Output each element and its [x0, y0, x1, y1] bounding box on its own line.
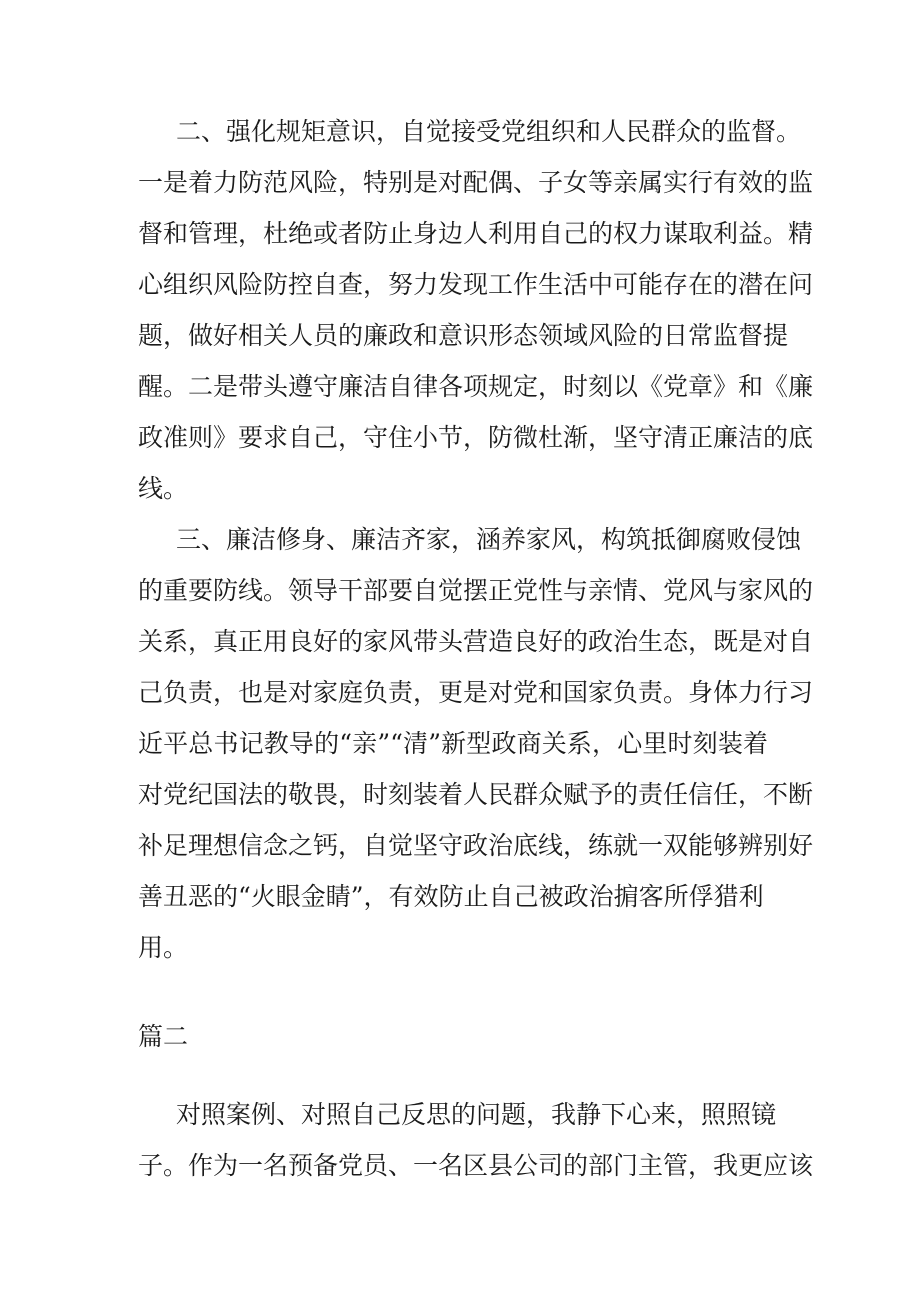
paragraph-line: 对照案例、对照自己反思的问题，我静下心来，照照镜 — [176, 1100, 777, 1129]
paragraph-line: 的重要防线。领导干部要自觉摆正党性与亲情、党风与家风的 — [138, 576, 814, 605]
paragraph-line: 近平总书记教导的“亲”“清”新型政商关系，心里时刻装着 — [138, 729, 768, 758]
paragraph-line: 己负责，也是对家庭负责，更是对党和国家负责。身体力行习 — [138, 678, 814, 707]
paragraph-line: 醒。二是带头遵守廉洁自律各项规定，时刻以《党章》和《廉 — [138, 372, 814, 401]
paragraph-line: 心组织风险防控自查，努力发现工作生活中可能存在的潜在问 — [138, 270, 814, 299]
paragraph-line: 补足理想信念之钙，自觉坚守政治底线，练就一双能够辨别好 — [138, 831, 814, 860]
paragraph-line: 善丑恶的“火眼金睛”，有效防止自己被政治掮客所俘猎利 — [138, 882, 764, 911]
paragraph-line: 政准则》要求自己，守住小节，防微杜渐，坚守清正廉洁的底 — [138, 423, 814, 452]
paragraph-line: 一是着力防范风险，特别是对配偶、子女等亲属实行有效的监 — [138, 168, 814, 197]
paragraph-line: 三、廉洁修身、廉洁齐家，涵养家风，构筑抵御腐败侵蚀 — [176, 525, 802, 554]
paragraph-line: 督和管理，杜绝或者防止身边人利用自己的权力谋取利益。精 — [138, 219, 814, 248]
paragraph-line: 题，做好相关人员的廉政和意识形态领域风险的日常监督提 — [138, 321, 789, 350]
paragraph-line: 线。 — [138, 474, 189, 503]
paragraph-line: 二、强化规矩意识，自觉接受党组织和人民群众的监督。 — [176, 117, 802, 146]
paragraph-line: 对党纪国法的敬畏，时刻装着人民群众赋予的责任信任，不断 — [138, 780, 814, 809]
section-heading: 篇二 — [138, 1022, 189, 1051]
paragraph-line: 用。 — [138, 933, 189, 962]
paragraph-line: 子。作为一名预备党员、一名区县公司的部门主管，我更应该 — [138, 1151, 814, 1180]
paragraph-line: 关系，真正用良好的家风带头营造良好的政治生态，既是对自 — [138, 627, 814, 656]
